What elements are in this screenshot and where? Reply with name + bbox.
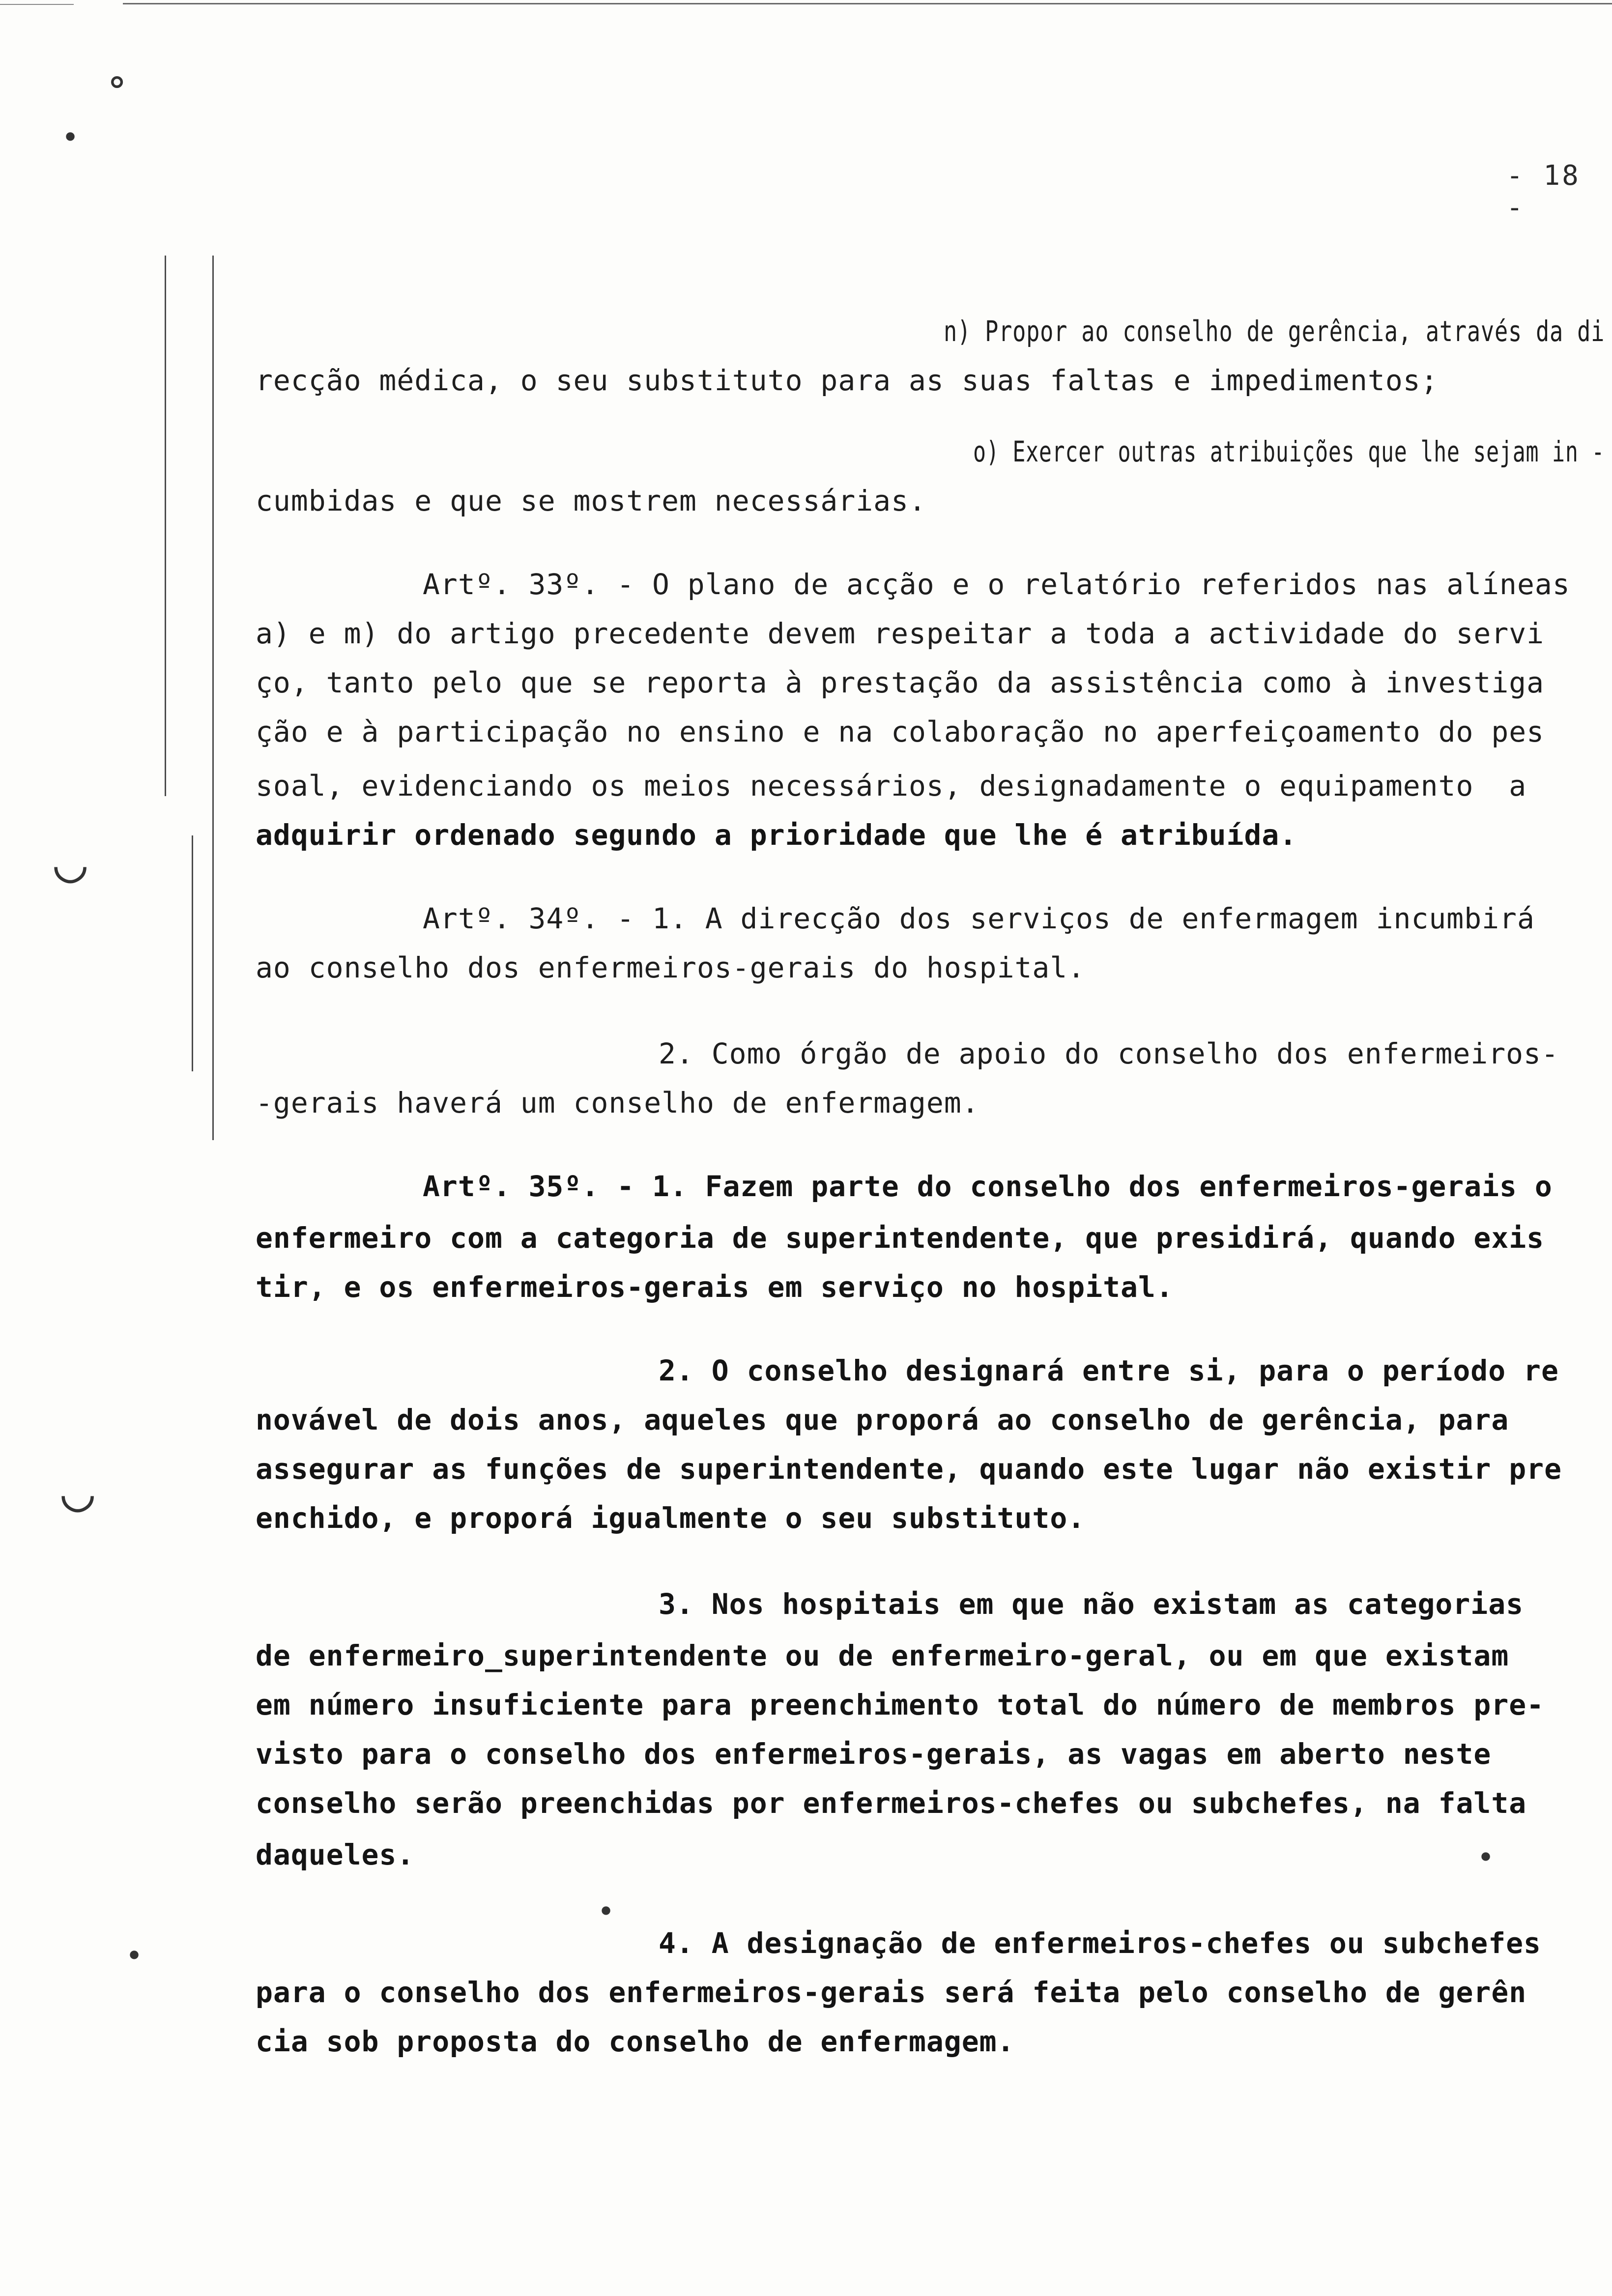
text-line-1: n) Propor ao conselho de gerência, através da di <box>944 315 1605 348</box>
text-line-26: conselho serão preenchidas por enfermeiros-chefes ou subchefes, na falta <box>256 1786 1527 1820</box>
text-line-16: enfermeiro com a categoria de superintendente, que presidirá, quando exis <box>256 1221 1545 1255</box>
text-line-7: ço, tanto pelo que se reporta à prestação da assistência como à investiga <box>256 666 1545 699</box>
text-line-23: de enfermeiro_superintendente ou de enfermeiro-geral, ou em que existam <box>256 1639 1509 1672</box>
text-line-15: Artº. 35º. - 1. Fazem parte do conselho dos enfermeiros-gerais o <box>423 1170 1553 1203</box>
text-line-28: 4. A designação de enfermeiros-chefes ou subchefes <box>659 1926 1541 1960</box>
text-line-9: soal, evidenciando os meios necessários, designadamente o equipamento a <box>256 769 1527 803</box>
text-line-3: o) Exercer outras atribuições que lhe sejam in - <box>973 435 1605 468</box>
text-line-2: recção médica, o seu substituto para as suas faltas e impedimentos; <box>256 364 1439 397</box>
text-line-29: para o conselho dos enfermeiros-gerais será feita pelo conselho de gerên <box>256 1976 1527 2009</box>
text-line-5: Artº. 33º. - O plano de acção e o relatório referidos nas alíneas <box>423 568 1570 601</box>
text-line-27: daqueles. <box>256 1838 415 1871</box>
text-line-10: adquirir ordenado segundo a prioridade que lhe é atribuída. <box>256 818 1297 852</box>
top-edge-rule-left <box>0 4 74 5</box>
scan-mark-dot-2: • <box>125 1939 144 1973</box>
text-line-13: 2. Como órgão de apoio do conselho dos enfermeiros- <box>659 1037 1559 1070</box>
text-line-11: Artº. 34º. - 1. A direcção dos serviços de enfermagem incumbirá <box>423 902 1535 935</box>
text-line-20: assegurar as funções de superintendente, quando este lugar não existir pre <box>256 1452 1562 1486</box>
scan-mark-arc-2: ◡ <box>61 1460 94 1523</box>
binder-line-2 <box>212 256 214 1140</box>
scan-mark-arc-1: ◡ <box>54 831 87 894</box>
text-line-8: ção e à participação no ensino e na colaboração no aperfeiçoamento do pes <box>256 715 1545 748</box>
text-line-24: em número insuficiente para preenchimento total do número de membros pre- <box>256 1688 1545 1722</box>
text-line-19: novável de dois anos, aqueles que proporá ao conselho de gerência, para <box>256 1403 1509 1436</box>
binder-line-1 <box>165 256 166 796</box>
text-line-30: cia sob proposta do conselho de enfermagem. <box>256 2025 1015 2058</box>
text-line-4: cumbidas e que se mostrem necessárias. <box>256 484 926 517</box>
text-line-17: tir, e os enfermeiros-gerais em serviço no hospital. <box>256 1270 1174 1304</box>
text-line-12: ao conselho dos enfermeiros-gerais do hospital. <box>256 951 1086 984</box>
text-line-18: 2. O conselho designará entre si, para o período re <box>659 1354 1559 1387</box>
top-edge-rule <box>123 3 1612 4</box>
page-number: - 18 - <box>1506 160 1581 224</box>
text-line-22: 3. Nos hospitais em que não existam as categorias <box>659 1587 1524 1621</box>
text-line-6: a) e m) do artigo precedente devem respeitar a toda a actividade do servi <box>256 617 1545 650</box>
text-line-14: -gerais haverá um conselho de enfermagem. <box>256 1086 979 1119</box>
binder-line-3 <box>192 835 193 1071</box>
scan-mark-dot: • <box>61 120 80 155</box>
scan-mark-hook: ᐤ <box>108 65 126 116</box>
text-line-25: visto para o conselho dos enfermeiros-gerais, as vagas em aberto neste <box>256 1737 1492 1771</box>
scan-mark-dot-3: • <box>597 1894 615 1929</box>
scan-mark-dot-4: • <box>1477 1840 1495 1875</box>
text-line-21: enchido, e proporá igualmente o seu substituto. <box>256 1501 1086 1535</box>
